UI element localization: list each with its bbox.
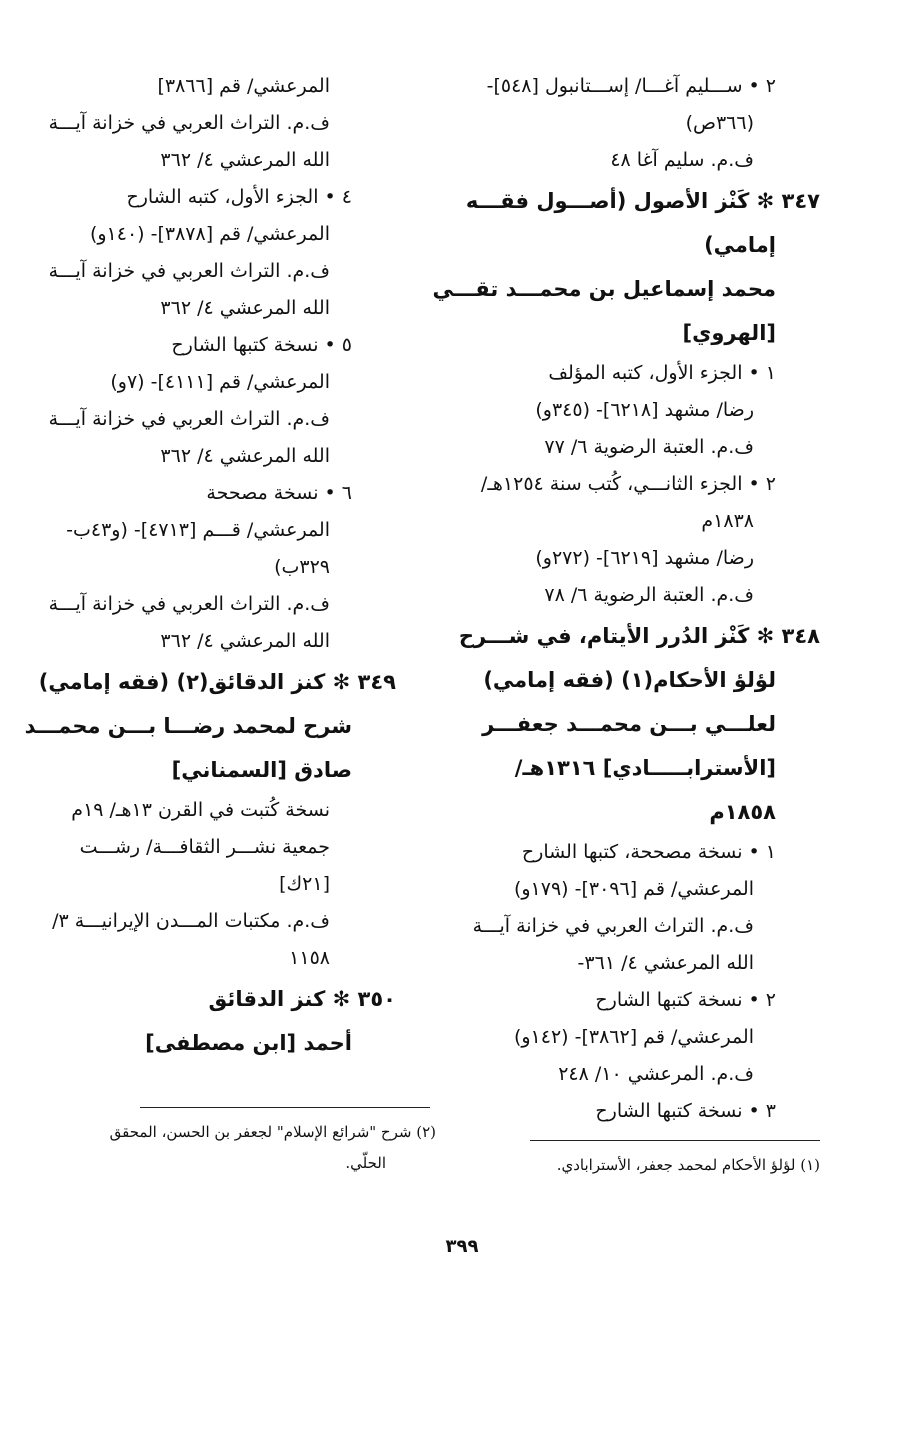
text-line: المرعشي/ قم [٣٨٧٨]- (١٤٠و): [89, 223, 330, 245]
left-column: [24, 68, 396, 1065]
footnote-rule-left: [140, 1107, 430, 1108]
entry-heading-line: [الأسترابـــــادي] ١٣١٦هـ/: [514, 756, 776, 780]
text-line: المرعشي/ قم [٣٨٦٢]- (١٤٢و): [513, 1026, 754, 1048]
text-line: الله المرعشي ٤/ ٣٦٢: [160, 630, 330, 652]
text-line: (٣٦٦ص): [685, 112, 754, 134]
text-line: ف.م. التراث العربي في خزانة آيـــة: [48, 408, 330, 430]
text-line: الله المرعشي ٤/ ٣٦١-: [577, 952, 754, 974]
text-line: ١ • نسخة مصححة، كتبها الشارح: [521, 841, 776, 863]
text-line: المرعشي/ قم [٣٠٩٦]- (١٧٩و): [513, 878, 754, 900]
text-line: الله المرعشي ٤/ ٣٦٢: [160, 149, 330, 171]
text-line: ٥ • نسخة كتبها الشارح: [171, 334, 352, 356]
entry-heading-line: ٣٤٩ ✻ كنز الدقائق(٢) (فقه إمامي): [38, 670, 396, 694]
text-line: ف.م. العتبة الرضوية ٦/ ٧٧: [544, 436, 754, 458]
text-line: ١٨٣٨م: [701, 510, 754, 532]
text-line: المرعشي/ قـــم [٤٧١٣]- (و٤٣ب-: [66, 519, 330, 541]
footnote-rule-right: [530, 1140, 820, 1141]
entry-heading-line: شرح لمحمد رضـــا بـــن محمـــد: [24, 714, 352, 738]
text-line: ف.م. التراث العربي في خزانة آيـــة: [48, 593, 330, 615]
text-line: ف.م. سليم آغا ٤٨: [610, 149, 754, 171]
text-line: المرعشي/ قم [٤١١١]- (٧و): [110, 371, 330, 393]
text-line: ف.م. التراث العربي في خزانة آيـــة: [48, 260, 330, 282]
entry-heading-line: ٣٤٨ ✻ كَنْز الدُرر الأيتام، في شـــرح: [458, 624, 820, 648]
entry-heading-line: لؤلؤ الأحكام(١) (فقه إمامي): [483, 668, 776, 692]
text-line: ٣٢٩ب): [274, 556, 330, 578]
text-line: رضا/ مشهد [٦٢١٩]- (٢٧٢و): [535, 547, 754, 569]
text-line: ف.م. مكتبات المـــدن الإيرانيـــة ٣/: [52, 910, 330, 932]
entry-heading-line: محمد إسماعيل بن محمـــد تقـــي: [432, 277, 776, 301]
text-line: الله المرعشي ٤/ ٣٦٢: [160, 445, 330, 467]
page-number: ٣٩٩: [445, 1236, 479, 1257]
footnote-left-line-2: الحلّي.: [345, 1154, 386, 1172]
entry-heading-line: ٣٥٠ ✻ كنز الدقائق: [208, 987, 396, 1011]
text-line: ٢ • نسخة كتبها الشارح: [595, 989, 776, 1011]
footnote-left-line-1: (٢) شرح "شرائع الإسلام" لجعفر بن الحسن، المحقق: [109, 1123, 436, 1141]
text-line: المرعشي/ قم [٣٨٦٦]: [157, 75, 330, 97]
right-column: [432, 68, 820, 1130]
entry-heading-line: [الهروي]: [682, 321, 776, 345]
entry-heading-line: صادق [السمناني]: [171, 758, 352, 782]
text-line: ف.م. المرعشي ١٠/ ٢٤٨: [558, 1063, 754, 1085]
text-line: ٦ • نسخة مصححة: [206, 482, 352, 504]
text-line: جمعية نشـــر الثقافـــة/ رشـــت: [79, 836, 330, 858]
text-line: ٢ • ســـليم آغـــا/ إســـتانبول [٥٤٨]-: [486, 75, 776, 97]
text-line: الله المرعشي ٤/ ٣٦٢: [160, 297, 330, 319]
entry-heading-line: إمامي): [704, 233, 776, 257]
text-line: [٢١ك]: [279, 873, 330, 895]
entry-heading-line: ٣٤٧ ✻ كَنْز الأصول (أصـــول فقـــه: [465, 189, 820, 213]
footnote-right: (١) لؤلؤ الأحكام لمحمد جعفر، الأسترابادي.: [556, 1156, 820, 1174]
text-line: ١ • الجزء الأول، كتبه المؤلف: [548, 362, 776, 384]
text-line: ٤ • الجزء الأول، كتبه الشارح: [126, 186, 352, 208]
text-line: نسخة كُتبت في القرن ١٣هـ/ ١٩م: [71, 799, 330, 821]
text-line: ف.م. التراث العربي في خزانة آيـــة: [472, 915, 754, 937]
entry-heading-line: ١٨٥٨م: [709, 800, 776, 824]
text-line: ٢ • الجزء الثانـــي، كُتب سنة ١٢٥٤هـ/: [480, 473, 776, 495]
text-line: ١١٥٨: [289, 947, 330, 969]
entry-heading-line: لعلـــي بـــن محمـــد جعفـــر: [482, 712, 776, 736]
text-line: رضا/ مشهد [٦٢١٨]- (٣٤٥و): [535, 399, 754, 421]
text-line: ف.م. التراث العربي في خزانة آيـــة: [48, 112, 330, 134]
entry-heading-line: أحمد [ابن مصطفى]: [145, 1031, 352, 1055]
text-line: ٣ • نسخة كتبها الشارح: [595, 1100, 776, 1122]
text-line: ف.م. العتبة الرضوية ٦/ ٧٨: [544, 584, 754, 606]
